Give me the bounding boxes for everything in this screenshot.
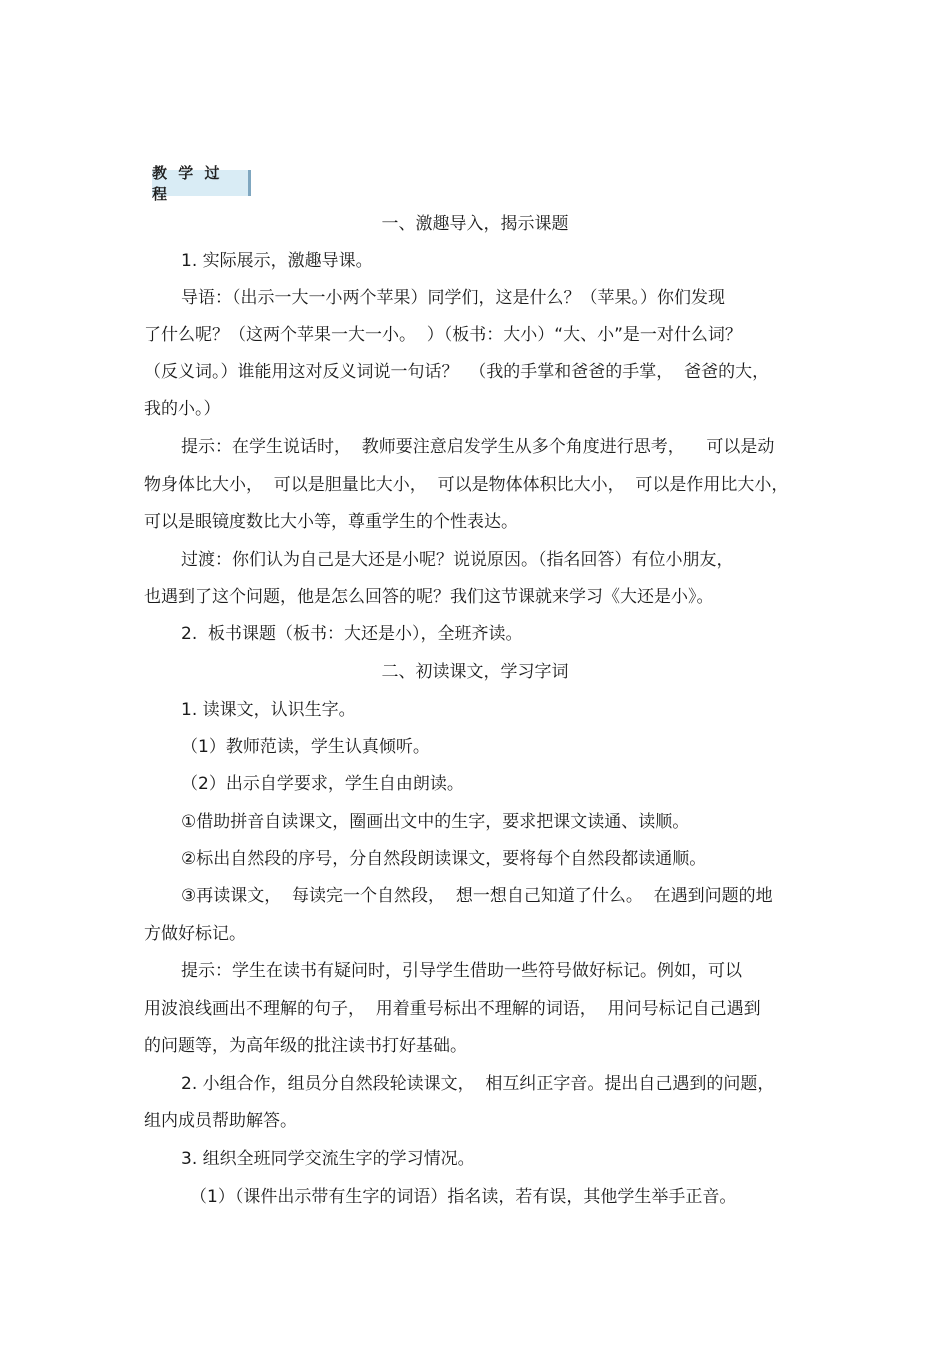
paragraph-line: 物身体比大小， 可以是胆量比大小， 可以是物体体积比大小， 可以是作用比大小，: [144, 475, 789, 495]
paragraph-line: 组内成员帮助解答。: [144, 1111, 297, 1131]
paragraph-line: （1）（课件出示带有生字的词语）指名读，若有误，其他学生举手正音。: [190, 1187, 737, 1207]
paragraph-line: ①借助拼音自读课文，圈画出文中的生字，要求把课文读通、读顺。: [181, 812, 690, 832]
paragraph-line: ③再读课文， 每读完一个自然段， 想一想自己知道了什么。 在遇到问题的地: [181, 886, 773, 906]
paragraph-line: 2. 板书课题（板书：大还是小），全班齐读。: [181, 624, 523, 644]
paragraph-line: 1. 读课文，认识生字。: [181, 700, 356, 720]
paragraph-line: 导语：（出示一大一小两个苹果）同学们，这是什么？（苹果。）你们发现: [181, 288, 725, 308]
paragraph-line: 的问题等，为高年级的批注读书打好基础。: [144, 1036, 467, 1056]
paragraph-line: 提示：在学生说话时， 教师要注意启发学生从多个角度进行思考， 可以是动: [181, 437, 775, 457]
paragraph-line: 了什么呢？（这两个苹果一大一小。 ）（板书：大小）“大、小”是一对什么词？: [144, 325, 742, 345]
paragraph-line: 2. 小组合作，组员分自然段轮读课文， 相互纠正字音。提出自己遇到的问题，: [181, 1074, 775, 1094]
paragraph-line: 1. 实际展示，激趣导课。: [181, 251, 373, 271]
section-badge: 教 学 过 程: [152, 170, 251, 196]
paragraph-line: （1）教师范读，学生认真倾听。: [181, 737, 430, 757]
paragraph-line: （2）出示自学要求，学生自由朗读。: [181, 774, 464, 794]
paragraph-line: 方做好标记。: [144, 924, 246, 944]
paragraph-line: （反义词。）谁能用这对反义词说一句话？ （我的手掌和爸爸的手掌， 爸爸的大，: [144, 362, 770, 382]
paragraph-line: 我的小。）: [144, 399, 221, 419]
paragraph-line: 可以是眼镜度数比大小等，尊重学生的个性表达。: [144, 512, 518, 532]
paragraph-line: 过渡：你们认为自己是大还是小呢？说说原因。（指名回答）有位小朋友，: [181, 550, 734, 570]
paragraph-line: 用波浪线画出不理解的句子， 用着重号标出不理解的词语， 用问号标记自己遇到: [144, 999, 761, 1019]
paragraph-line: ②标出自然段的序号，分自然段朗读课文，要将每个自然段都读通顺。: [181, 849, 707, 869]
paragraph-line: 提示：学生在读书有疑问时，引导学生借助一些符号做好标记。例如，可以: [181, 961, 742, 981]
paragraph-line: 3. 组织全班同学交流生字的学习情况。: [181, 1149, 475, 1169]
section2-heading: 二、初读课文，学习字词: [381, 662, 569, 682]
section1-heading: 一、激趣导入，揭示课题: [381, 214, 569, 234]
paragraph-line: 也遇到了这个问题，他是怎么回答的呢？我们这节课就来学习《大还是小》。: [144, 587, 714, 607]
